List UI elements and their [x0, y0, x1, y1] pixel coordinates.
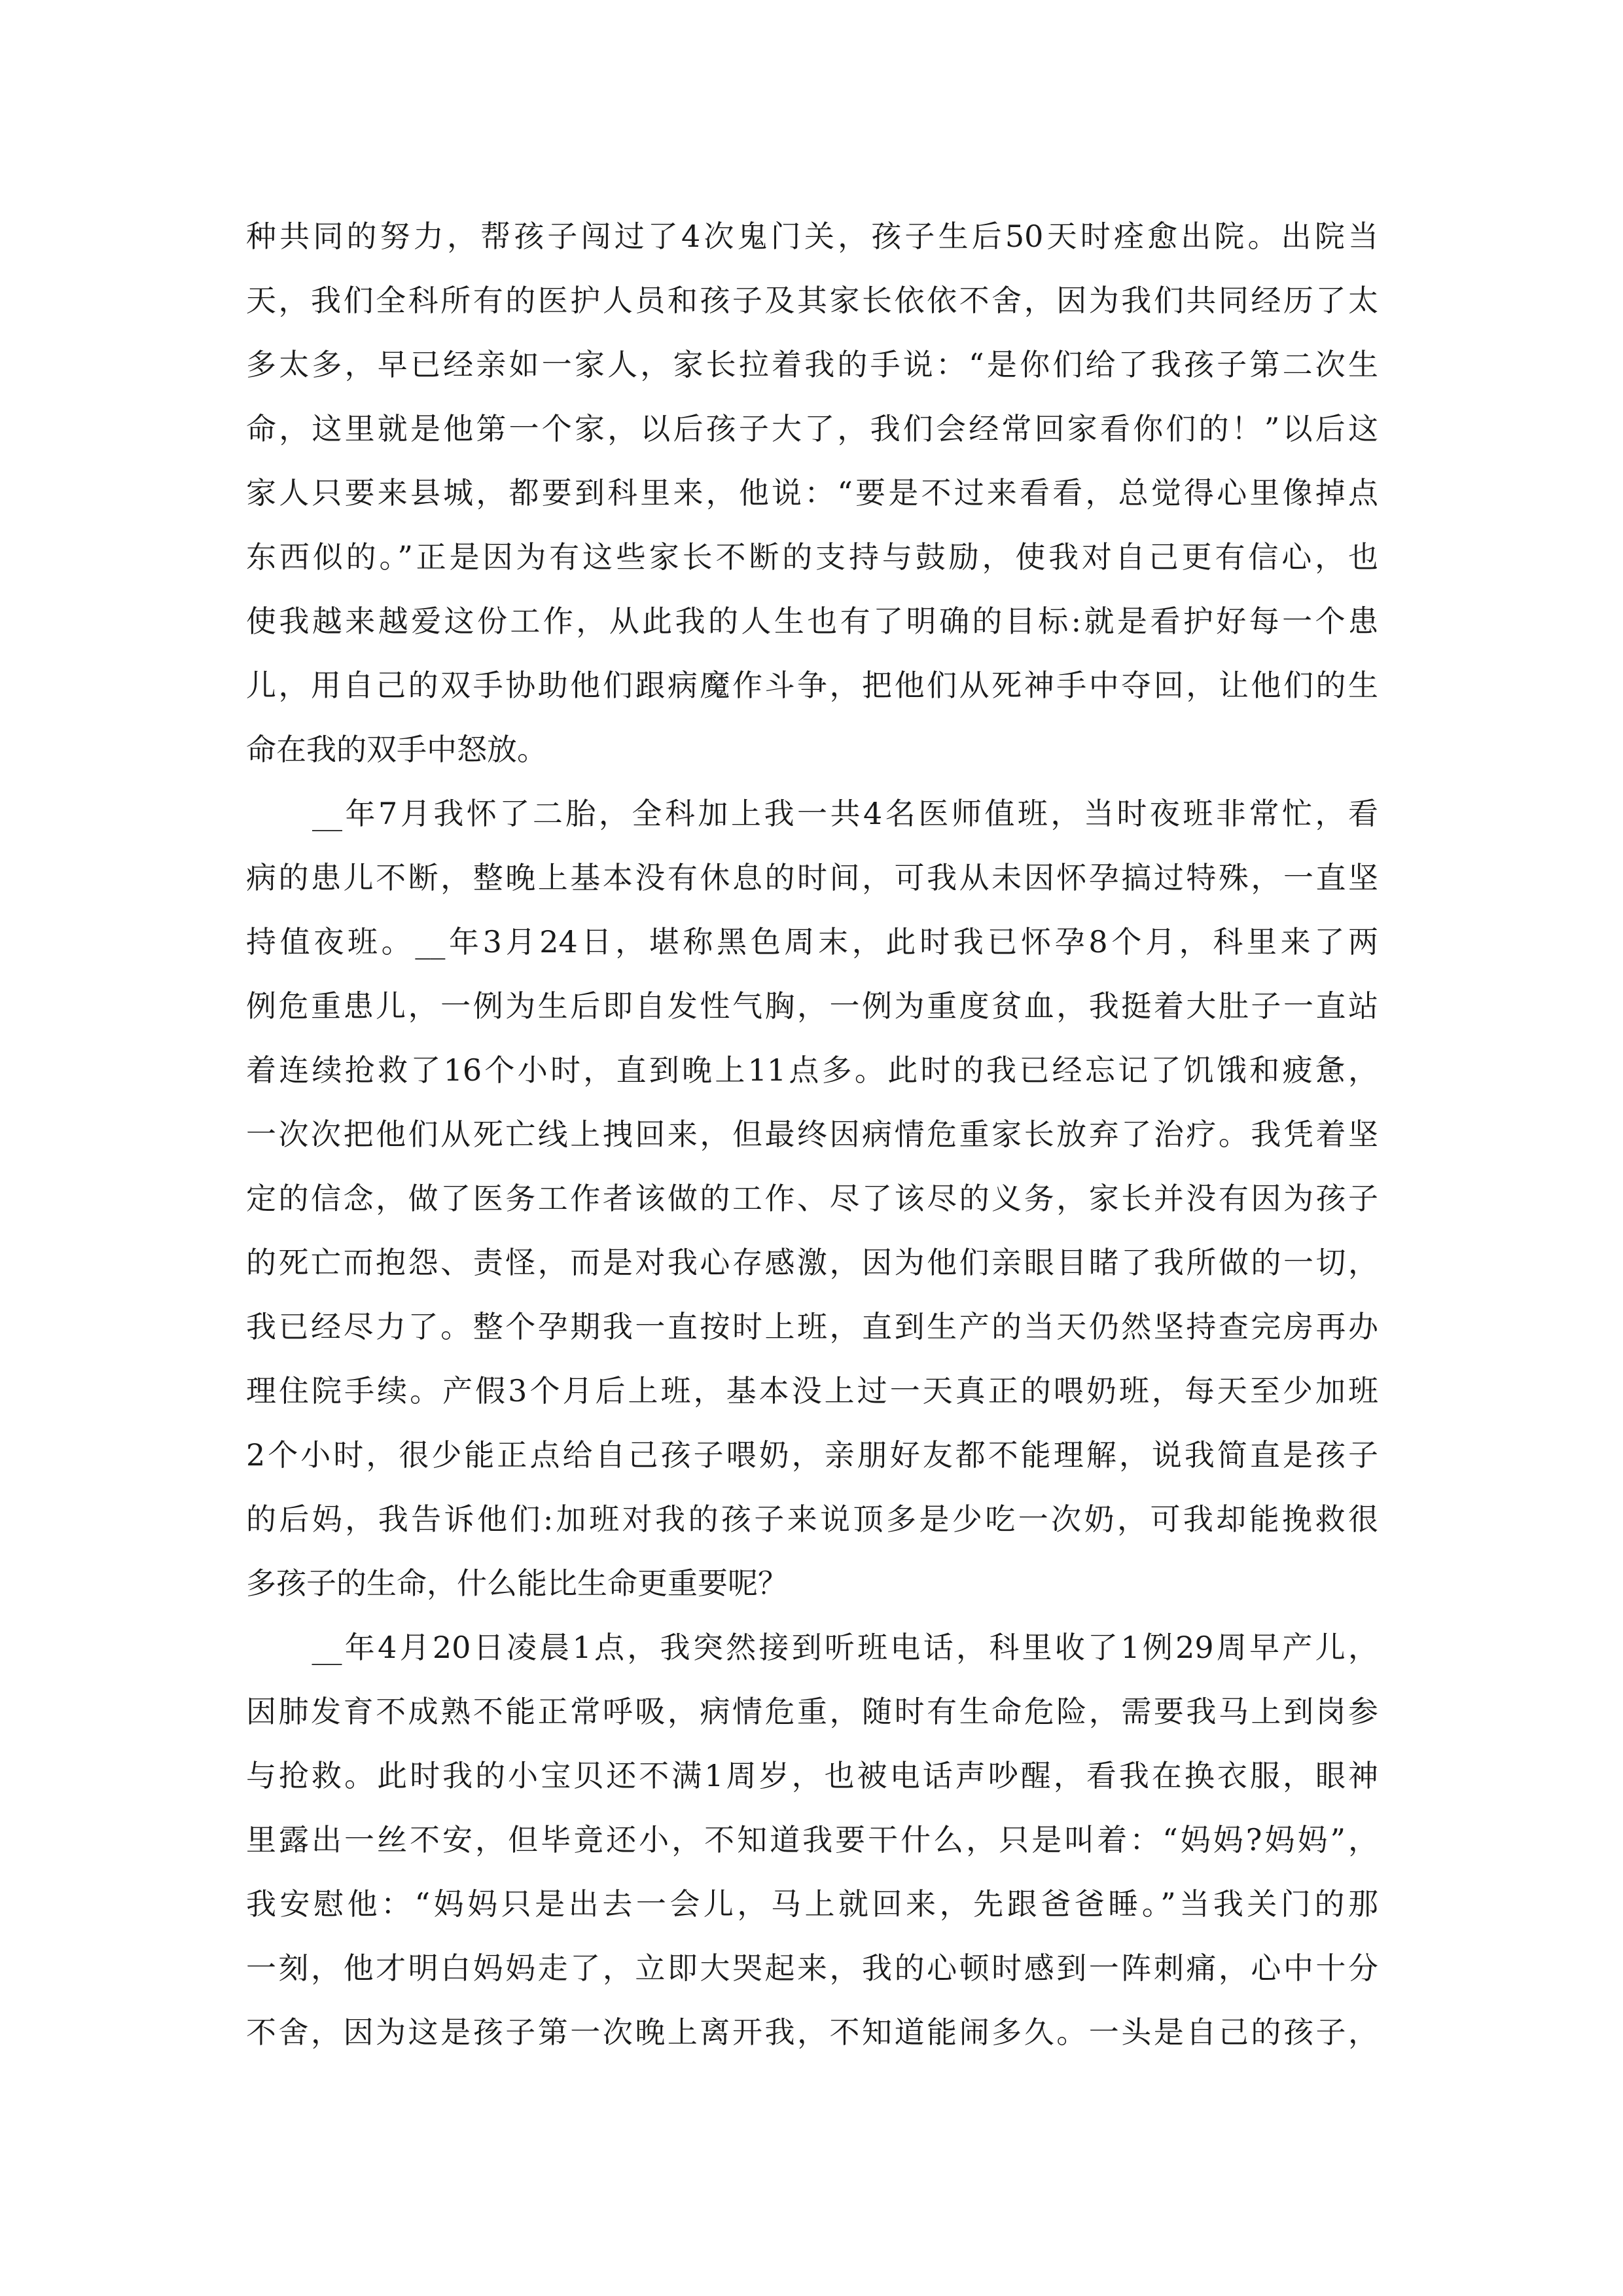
text-line: 病的患儿不断，整晚上基本没有休息的时间，可我从未因怀孕搞过特殊，一直坚 — [246, 860, 1378, 895]
text-line: 多孩子的生命，什么能比生命更重要呢？ — [246, 1566, 788, 1601]
text-line: 定的信念，做了医务工作者该做的工作、尽了该尽的义务，家长并没有因为孩子 — [246, 1181, 1378, 1216]
text-line: 2个小时，很少能正点给自己孩子喂奶，亲朋好友都不能理解，说我简直是孩子 — [246, 1437, 1378, 1473]
text-line: __年7月我怀了二胎，全科加上我一共4名医师值班，当时夜班非常忙，看 — [246, 796, 1378, 831]
text-line: 的死亡而抱怨、责怪，而是对我心存感激，因为他们亲眼目睹了我所做的一切， — [246, 1245, 1378, 1280]
text-line: 里露出一丝不安，但毕竟还小，不知道我要干什么，只是叫着：“妈妈?妈妈”， — [246, 1822, 1378, 1857]
paragraph — [246, 1615, 1378, 2064]
text-line: 使我越来越爱这份工作，从此我的人生也有了明确的目标:就是看护好每一个患 — [246, 603, 1378, 639]
text-line: 东西似的。”正是因为有这些家长不断的支持与鼓励，使我对自己更有信心，也 — [246, 539, 1378, 575]
text-line: 我安慰他：“妈妈只是出去一会儿，马上就回来，先跟爸爸睡。”当我关门的那 — [246, 1886, 1378, 1922]
body-text — [246, 204, 1378, 2064]
text-line: 例危重患儿，一例为生后即自发性气胸，一例为重度贫血，我挺着大肚子一直站 — [246, 988, 1378, 1024]
text-line: 多太多，早已经亲如一家人，家长拉着我的手说：“是你们给了我孩子第二次生 — [246, 347, 1378, 382]
text-line: 的后妈，我告诉他们:加班对我的孩子来说顶多是少吃一次奶，可我却能挽救很 — [246, 1501, 1378, 1537]
text-line: 因肺发育不成熟不能正常呼吸，病情危重，随时有生命危险，需要我马上到岗参 — [246, 1694, 1378, 1729]
text-line: 种共同的努力，帮孩子闯过了4次鬼门关，孩子生后50天时痊愈出院。出院当 — [246, 219, 1378, 254]
paragraph — [246, 204, 1378, 781]
text-line: 着连续抢救了16个小时，直到晚上11点多。此时的我已经忘记了饥饿和疲惫， — [246, 1052, 1378, 1088]
text-line: 我已经尽力了。整个孕期我一直按时上班，直到生产的当天仍然坚持查完房再办 — [246, 1309, 1378, 1344]
paragraph — [246, 781, 1378, 1615]
text-line: 理住院手续。产假3个月后上班，基本没上过一天真正的喂奶班，每天至少加班 — [246, 1373, 1378, 1408]
text-line: 家人只要来县城，都要到科里来，他说：“要是不过来看看，总觉得心里像掉点 — [246, 475, 1378, 511]
text-line: __年4月20日凌晨1点，我突然接到听班电话，科里收了1例29周早产儿， — [246, 1630, 1378, 1665]
text-line: 天，我们全科所有的医护人员和孩子及其家长依依不舍，因为我们共同经历了太 — [246, 283, 1378, 318]
text-line: 一次次把他们从死亡线上拽回来，但最终因病情危重家长放弃了治疗。我凭着坚 — [246, 1117, 1378, 1152]
text-line: 持值夜班。__年3月24日，堪称黑色周末，此时我已怀孕8个月，科里来了两 — [246, 924, 1378, 960]
text-line: 儿，用自己的双手协助他们跟病魔作斗争，把他们从死神手中夺回，让他们的生 — [246, 668, 1378, 703]
text-line: 与抢救。此时我的小宝贝还不满1周岁，也被电话声吵醒，看我在换衣服，眼神 — [246, 1758, 1378, 1793]
text-line: 一刻，他才明白妈妈走了，立即大哭起来，我的心顿时感到一阵刺痛，心中十分 — [246, 1950, 1378, 1986]
text-line: 命，这里就是他第一个家，以后孩子大了，我们会经常回家看你们的！”以后这 — [246, 411, 1378, 446]
text-line: 命在我的双手中怒放。 — [246, 732, 547, 767]
text-line: 不舍，因为这是孩子第一次晚上离开我，不知道能闹多久。一头是自己的孩子， — [246, 2015, 1378, 2050]
